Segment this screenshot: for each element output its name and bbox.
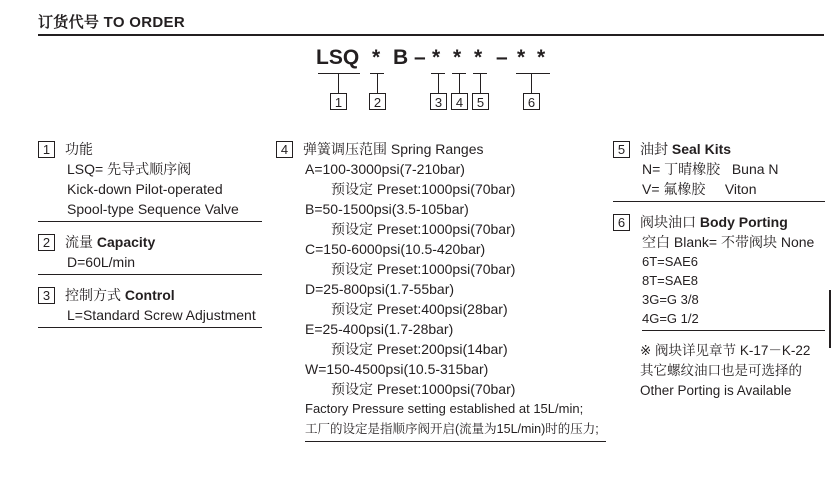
spring-range: W=150-4500psi(10.5-315bar)	[305, 361, 489, 377]
code-position-4: 4	[451, 93, 468, 110]
function-line: Kick-down Pilot-operated	[67, 181, 223, 197]
section-divider	[613, 201, 825, 202]
section-spring-header	[276, 139, 606, 159]
section-title-en: Spring Ranges	[390, 141, 484, 157]
section-number: 4	[276, 141, 293, 158]
section-title-cn: 阀块油口	[640, 214, 696, 230]
model-dash-1: –	[414, 46, 426, 69]
model-dash-2: –	[496, 46, 508, 69]
spring-range: C=150-6000psi(10.5-420bar)	[305, 241, 486, 257]
section-divider	[38, 274, 262, 275]
section-porting-header	[613, 212, 825, 232]
model-star-5: *	[517, 46, 526, 69]
spring-range: B=50-1500psi(3.5-105bar)	[305, 201, 469, 217]
header-divider	[38, 34, 824, 36]
seal-line: V= 氟橡胶 Viton	[642, 181, 757, 197]
porting-note	[613, 341, 825, 401]
section-control-header	[38, 285, 262, 305]
control-line: L=Standard Screw Adjustment	[67, 307, 256, 323]
section-title-en: Capacity	[96, 234, 156, 250]
spring-preset: 预设定 Preset:200psi(14bar)	[331, 341, 508, 357]
porting-note-line: Other Porting is Available	[640, 383, 792, 398]
code-position-2: 2	[369, 93, 386, 110]
spring-preset: 预设定 Preset:400psi(28bar)	[331, 301, 508, 317]
spring-preset: 预设定 Preset:1000psi(70bar)	[331, 181, 516, 197]
middle-column	[276, 139, 606, 452]
code-position-3: 3	[430, 93, 447, 110]
factory-setting-note: Factory Pressure setting established at 15L/min;	[305, 401, 584, 416]
section-number: 5	[613, 141, 630, 158]
section-number: 3	[38, 287, 55, 304]
model-b: B	[393, 46, 409, 69]
page-title: 订货代号 TO ORDER	[38, 14, 185, 31]
section-title-en: Seal Kits	[671, 141, 732, 157]
section-capacity-header	[38, 232, 262, 252]
bracket-2-stem	[377, 73, 378, 93]
code-position-6: 6	[523, 93, 540, 110]
model-star-2: *	[432, 46, 441, 69]
factory-setting-note-cn: 工厂的设定是指顺序阀开启(流量为15L/min)时的压力;	[305, 422, 599, 436]
model-star-6: *	[537, 46, 546, 69]
right-column	[613, 139, 825, 401]
seal-line: N= 丁晴橡胶 Buna N	[642, 161, 779, 177]
section-function-header	[38, 139, 262, 159]
porting-line: 8T=SAE8	[642, 273, 699, 288]
section-number: 6	[613, 214, 630, 231]
section-title-cn: 功能	[65, 141, 93, 157]
spring-preset: 预设定 Preset:1000psi(70bar)	[331, 221, 516, 237]
spring-range: D=25-800psi(1.7-55bar)	[305, 281, 455, 297]
left-column	[38, 139, 262, 338]
model-prefix: LSQ	[316, 46, 360, 69]
porting-line: 空白 Blank= 不带阀块 None	[642, 234, 815, 250]
section-number: 1	[38, 141, 55, 158]
function-line: LSQ= 先导式顺序阀	[67, 161, 192, 177]
spring-range: E=25-400psi(1.7-28bar)	[305, 321, 454, 337]
spring-preset: 预设定 Preset:1000psi(70bar)	[331, 381, 516, 397]
spring-range: A=100-3000psi(7-210bar)	[305, 161, 465, 177]
bracket-1-stem	[338, 73, 339, 93]
section-divider	[38, 221, 262, 222]
bracket-1	[318, 73, 360, 74]
section-title-cn: 油封	[640, 141, 668, 157]
section-title-cn: 流量	[65, 234, 93, 250]
model-star-4: *	[474, 46, 483, 69]
section-title-en: Body Porting	[699, 214, 788, 230]
bracket-4-stem	[459, 73, 460, 93]
section-number: 2	[38, 234, 55, 251]
section-title-cn: 控制方式	[65, 287, 121, 303]
section-title-cn: 弹簧调压范围	[303, 141, 387, 157]
section-seal-header	[613, 139, 825, 159]
bracket-6-stem	[531, 73, 532, 93]
section-title-en: Control	[124, 287, 175, 303]
code-position-1: 1	[330, 93, 347, 110]
porting-line: 6T=SAE6	[642, 254, 699, 269]
model-star-3: *	[453, 46, 462, 69]
function-line: Spool-type Sequence Valve	[67, 201, 239, 217]
bracket-6	[516, 73, 550, 74]
page-edge-bar	[829, 290, 831, 348]
capacity-line: D=60L/min	[67, 254, 136, 270]
code-position-5: 5	[472, 93, 489, 110]
bracket-3-stem	[438, 73, 439, 93]
porting-note-line: ※ 阀块详见章节 K-17－K-22	[640, 343, 811, 358]
porting-line: 3G=G 3/8	[642, 292, 699, 307]
model-star-1: *	[372, 46, 381, 69]
section-divider	[305, 441, 606, 442]
spring-preset: 预设定 Preset:1000psi(70bar)	[331, 261, 516, 277]
section-divider	[38, 327, 262, 328]
porting-note-line: 其它螺纹油口也是可选择的	[640, 363, 802, 378]
bracket-5-stem	[480, 73, 481, 93]
porting-line: 4G=G 1/2	[642, 311, 699, 326]
section-divider	[642, 330, 825, 331]
